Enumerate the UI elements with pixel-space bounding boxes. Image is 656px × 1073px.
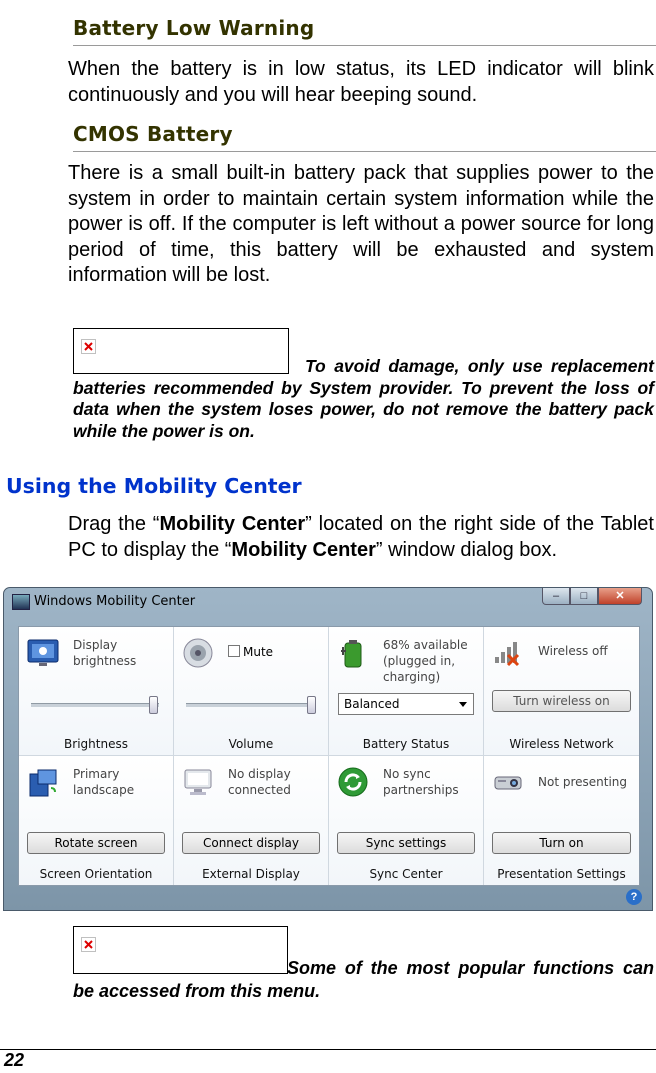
tile-external-display (174, 756, 329, 885)
battery-footer: Battery Status (362, 737, 450, 751)
mobility-center-window (3, 587, 653, 911)
footer-rule (0, 1049, 656, 1050)
sync-settings-button[interactable]: Sync settings (337, 832, 475, 854)
battery-label-line3: charging) (383, 670, 441, 684)
window-controls (542, 588, 642, 606)
volume-footer: Volume (228, 737, 274, 751)
cmos-note: To avoid damage, only use replacement batteries recommended by System provider. To prevent the loss of data when the system loses power, do not remove the battery pack while the power is on. (73, 356, 654, 441)
orientation-label-line2: landscape (73, 783, 135, 797)
orientation-footer: Screen Orientation (39, 867, 153, 881)
battery-label-line1: 68% available (383, 638, 468, 652)
tile-brightness (19, 627, 174, 756)
brightness-label-line1: Display (73, 638, 118, 652)
mobility-text-a: Drag the “ (68, 513, 160, 535)
mute-checkbox[interactable] (228, 645, 273, 659)
sync-label-line1: No sync (383, 767, 431, 781)
battery-low-rule (73, 45, 656, 46)
mobility-center-app-icon (12, 594, 30, 610)
brightness-label (73, 637, 136, 669)
rotate-screen-icon[interactable] (27, 766, 59, 798)
tile-sync-center (329, 756, 484, 885)
sync-footer: Sync Center (369, 867, 443, 881)
tile-screen-orientation (19, 756, 174, 885)
close-button[interactable]: ✕ (598, 588, 642, 605)
cmos-text: There is a small built-in battery pack that supplies power to the system in order to maintain certain system information while the power is off. If the computer is left without a power source for long period of time, this battery will be exhausted and system information will be lost. (68, 162, 654, 286)
mobility-text (68, 512, 654, 563)
wireless-label-line1: Wireless off (538, 644, 608, 658)
wireless-icon[interactable] (492, 637, 524, 669)
display-icon[interactable] (27, 637, 59, 669)
orientation-label (73, 766, 134, 798)
minimize-button[interactable]: – (542, 588, 570, 605)
external-display-label (228, 766, 291, 798)
maximize-button[interactable]: □ (570, 588, 598, 605)
cmos-heading: CMOS Battery (73, 122, 233, 146)
title-bar[interactable] (4, 588, 652, 616)
mobility-heading: Using the Mobility Center (6, 474, 302, 498)
battery-low-heading: Battery Low Warning (73, 16, 315, 40)
broken-image-icon (81, 937, 96, 952)
tile-battery (329, 627, 484, 756)
tiles-panel (18, 626, 640, 886)
sync-icon[interactable] (337, 766, 369, 798)
wireless-label (538, 643, 608, 659)
power-plan-select[interactable] (338, 693, 474, 715)
power-plan-value: Balanced (344, 697, 400, 711)
turn-wireless-on-button[interactable]: Turn wireless on (492, 690, 631, 712)
tile-wireless (484, 627, 639, 756)
battery-icon[interactable] (337, 637, 369, 669)
external-display-label-line2: connected (228, 783, 291, 797)
orientation-label-line1: Primary (73, 767, 120, 781)
speaker-icon[interactable] (182, 637, 214, 669)
battery-label-line2: (plugged in, (383, 654, 456, 668)
presentation-footer: Presentation Settings (497, 867, 626, 881)
connect-display-button[interactable]: Connect display (182, 832, 320, 854)
brightness-footer: Brightness (64, 737, 128, 751)
sync-label (383, 766, 459, 798)
volume-slider-knob[interactable] (307, 696, 316, 714)
presentation-label-line1: Not presenting (538, 775, 628, 789)
tile-volume (174, 627, 329, 756)
mobility-name-2: Mobility Center (231, 538, 376, 561)
projector-icon[interactable] (492, 766, 524, 798)
external-display-footer: External Display (202, 867, 300, 881)
turn-on-presentation-button[interactable]: Turn on (492, 832, 631, 854)
page-number: 22 (4, 1050, 25, 1070)
cmos-rule (73, 151, 656, 152)
chevron-down-icon (459, 702, 467, 707)
battery-label (383, 637, 468, 685)
brightness-slider-knob[interactable] (149, 696, 158, 714)
wireless-footer: Wireless Network (509, 737, 614, 751)
battery-low-text: When the battery is in low status, its LED indicator will blink continuously and you will hear beeping sound. (68, 58, 654, 106)
broken-image-icon (81, 339, 96, 354)
external-display-label-line1: No display (228, 767, 291, 781)
mobility-name-1: Mobility Center (159, 513, 306, 535)
presentation-label (538, 774, 627, 790)
tile-presentation (484, 756, 639, 885)
mute-checkbox-box[interactable] (228, 645, 240, 657)
mobility-caption: Some of the most popular functions can be accessed from this menu. (73, 958, 654, 1001)
rotate-screen-button[interactable]: Rotate screen (27, 832, 165, 854)
window-title: Windows Mobility Center (34, 594, 196, 609)
help-icon[interactable]: ? (626, 889, 642, 905)
mobility-text-b: ” located on the right side of the Tablet PC to display the “ (68, 513, 654, 561)
brightness-label-line2: brightness (73, 654, 137, 668)
brightness-slider[interactable] (31, 703, 159, 707)
mute-label: Mute (243, 645, 274, 659)
volume-slider[interactable] (186, 703, 314, 707)
sync-label-line2: partnerships (383, 783, 459, 797)
monitor-icon[interactable] (182, 766, 214, 798)
mobility-text-c: ” window dialog box. (375, 538, 558, 561)
